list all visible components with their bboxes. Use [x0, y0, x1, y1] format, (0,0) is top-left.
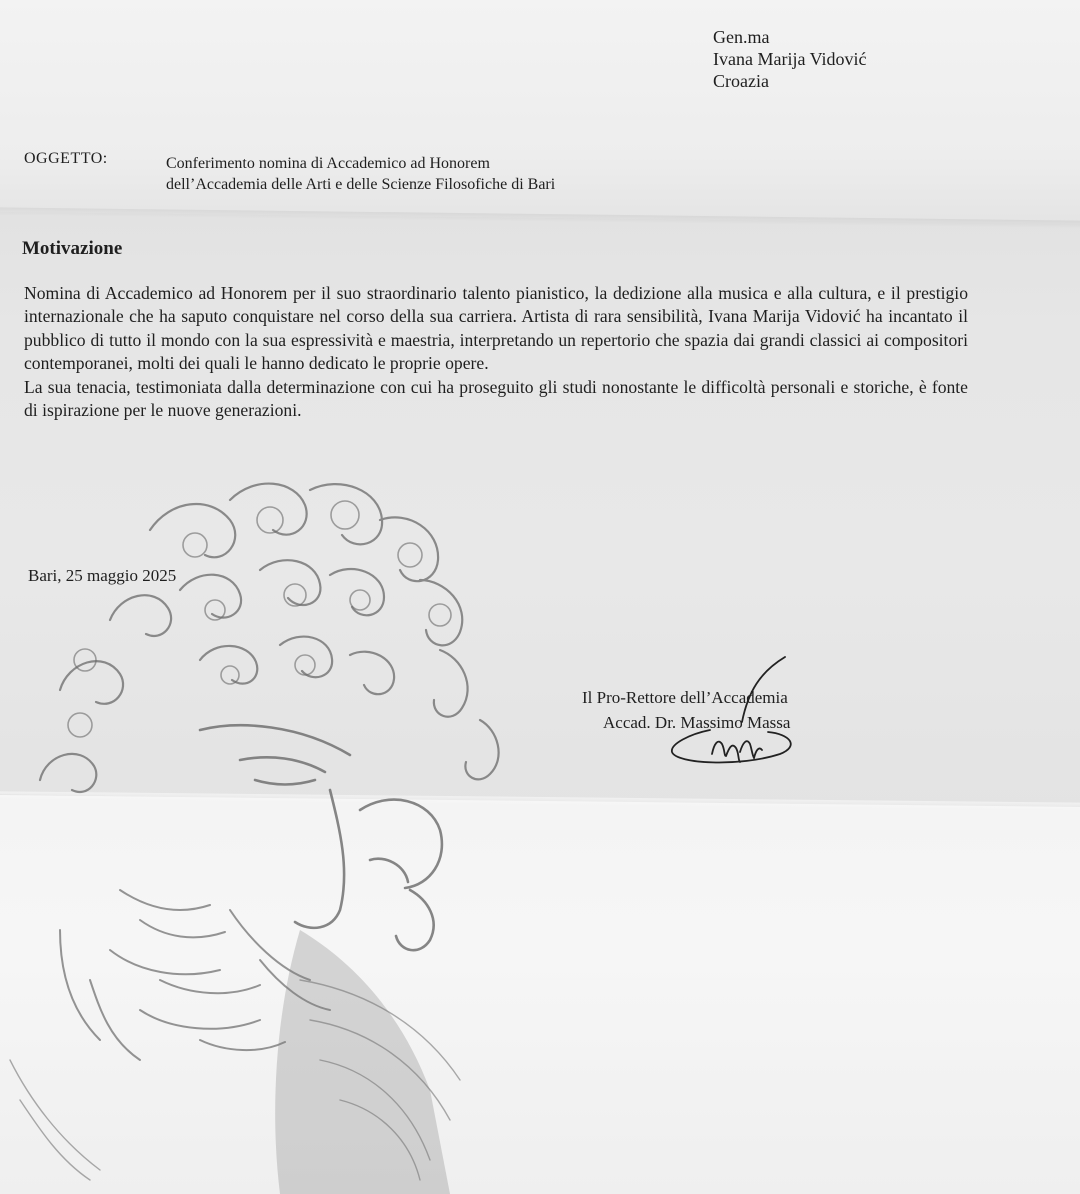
recipient-country: Croazia: [713, 71, 769, 91]
recipient-salutation: Gen.ma: [713, 27, 770, 47]
recipient-name: Ivana Marija Vidović: [713, 49, 867, 69]
recipient-block: [713, 26, 867, 92]
subject-text: [166, 153, 555, 195]
motivation-paragraph-2: La sua tenacia, testimoniata dalla determinazione con cui ha proseguito gli studi nonostante le difficoltà personali e storiche, è fonte di ispirazione per le nuove generazioni.: [24, 376, 968, 421]
signatory-name: Accad. Dr. Massimo Massa: [603, 713, 791, 732]
subject-label: OGGETTO:: [24, 150, 108, 167]
motivation-body: [24, 282, 968, 422]
subject-line-1: Conferimento nomina di Accademico ad Honorem: [166, 155, 490, 172]
signatory-role: Il Pro-Rettore dell’Accademia: [582, 688, 788, 707]
date-line: Bari, 25 maggio 2025: [28, 566, 177, 585]
motivation-paragraph-1: Nomina di Accademico ad Honorem per il suo straordinario talento pianistico, la dedizione alla musica e alla cultura, e il prestigio internazionale che ha saputo conquistare nel corso della sua carriera. Artista di rara sensibilità, Ivana Marija Vidović ha incantato il pubblico di tutto il mondo con la sua espressività e maestria, interpretando un repertorio che spazia dai grandi classici ai compositori contemporanei, molti dei quali le hanno dedicato le proprie opere.: [24, 283, 968, 374]
motivation-heading: Motivazione: [22, 238, 123, 259]
handwritten-signature: [650, 652, 800, 772]
subject-line-2: dell’Accademia delle Arti e delle Scienze Filosofiche di Bari: [166, 176, 556, 193]
